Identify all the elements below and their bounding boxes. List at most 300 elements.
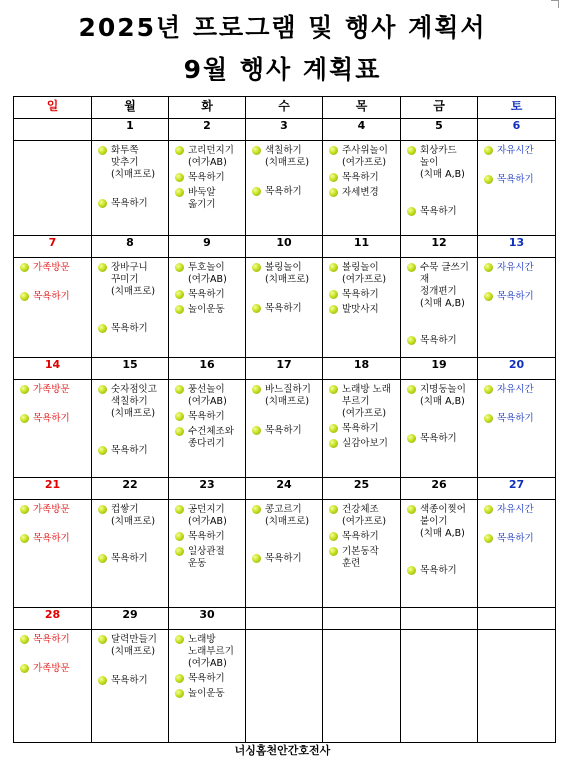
page-corner-mark [551, 0, 559, 8]
event-text: 투호놀이 (여가AB) [188, 262, 227, 285]
event-text: 목욕하기 [420, 335, 457, 346]
spacer [484, 399, 553, 413]
day-cell [323, 500, 401, 608]
event-item [98, 634, 166, 658]
day-cell [92, 141, 169, 236]
green-bullet-icon [98, 263, 107, 272]
event-item [175, 289, 243, 301]
day-cell [92, 500, 169, 608]
events-row [14, 258, 556, 358]
event-text: 가족방문 [33, 663, 70, 674]
day-cell [14, 500, 92, 608]
day-cell [478, 258, 556, 358]
green-bullet-icon [175, 290, 184, 299]
event-text: 목욕하기 [497, 174, 534, 185]
green-bullet-icon [407, 146, 416, 155]
weekday-header-5: 금 [401, 97, 478, 119]
event-item [20, 533, 89, 545]
events-row [14, 500, 556, 608]
event-item [98, 323, 166, 335]
event-item [252, 504, 320, 528]
date-number: 20 [478, 358, 556, 380]
day-cell [323, 380, 401, 478]
event-text: 자유시간 [497, 384, 534, 395]
event-text: 목욕하기 [33, 291, 70, 302]
event-item [407, 145, 475, 181]
green-bullet-icon [175, 635, 184, 644]
event-text: 노래방 노래부르기 (여가AB) [188, 634, 234, 669]
event-text: 목욕하기 [33, 533, 70, 544]
day-cell [92, 380, 169, 478]
spacer [407, 184, 475, 206]
event-text: 회상카드 놀이 (치매 A,B) [420, 145, 465, 180]
event-text: 목욕하기 [188, 673, 225, 684]
event-text: 목욕하기 [342, 531, 379, 542]
event-item [175, 673, 243, 685]
event-text: 목욕하기 [420, 206, 457, 217]
green-bullet-icon [98, 446, 107, 455]
date-number: 17 [246, 358, 323, 380]
event-item [329, 384, 398, 420]
green-bullet-icon [175, 173, 184, 182]
green-bullet-icon [329, 424, 338, 433]
green-bullet-icon [175, 385, 184, 394]
green-bullet-icon [252, 187, 261, 196]
green-bullet-icon [484, 263, 493, 272]
document-subtitle: 9월 행사 계획표 [183, 55, 382, 84]
event-text: 건강체조 (여가프로) [342, 504, 387, 527]
events-row [14, 630, 556, 743]
event-item [175, 688, 243, 700]
event-text: 목욕하기 [33, 413, 70, 424]
event-text: 목욕하기 [342, 289, 379, 300]
event-text: 바느질하기 (치매프로) [265, 384, 311, 407]
day-cell [323, 258, 401, 358]
spacer [252, 289, 320, 303]
event-text: 수묵 글쓰기 재 정개편기 (치매 A,B) [420, 262, 469, 309]
day-cell [478, 380, 556, 478]
spacer [20, 519, 89, 533]
green-bullet-icon [175, 146, 184, 155]
weekday-header-1: 월 [92, 97, 169, 119]
event-text: 자유시간 [497, 145, 534, 156]
event-text: 공던지기 (여가AB) [188, 504, 227, 527]
event-item [329, 172, 398, 184]
date-number: 29 [92, 608, 169, 630]
weekday-header-3: 수 [246, 97, 323, 119]
event-item [98, 198, 166, 210]
event-text: 목욕하기 [420, 433, 457, 444]
date-row [14, 478, 556, 500]
date-number: 14 [14, 358, 92, 380]
spacer [20, 649, 89, 663]
spacer [484, 277, 553, 291]
green-bullet-icon [329, 547, 338, 556]
event-text: 목욕하기 [265, 425, 302, 436]
green-bullet-icon [484, 292, 493, 301]
day-cell [14, 258, 92, 358]
green-bullet-icon [252, 146, 261, 155]
date-number [14, 119, 92, 141]
green-bullet-icon [329, 146, 338, 155]
green-bullet-icon [175, 532, 184, 541]
event-text: 목욕하기 [420, 565, 457, 576]
date-number: 7 [14, 236, 92, 258]
spacer [407, 543, 475, 565]
green-bullet-icon [329, 439, 338, 448]
date-number: 6 [478, 119, 556, 141]
event-text: 목욕하기 [342, 423, 379, 434]
event-text: 목욕하기 [111, 553, 148, 564]
event-text: 목욕하기 [188, 531, 225, 542]
green-bullet-icon [329, 385, 338, 394]
event-text: 색칠하기 (치매프로) [265, 145, 310, 168]
green-bullet-icon [175, 263, 184, 272]
event-text: 자유시간 [497, 504, 534, 515]
event-text: 목욕하기 [188, 289, 225, 300]
event-item [407, 206, 475, 218]
event-text: 놀이운동 [188, 688, 225, 699]
event-item [329, 304, 398, 316]
spacer [20, 399, 89, 413]
event-text: 가족방문 [33, 504, 70, 515]
calendar-table [13, 96, 556, 743]
date-number: 13 [478, 236, 556, 258]
spacer [407, 411, 475, 433]
green-bullet-icon [20, 664, 29, 673]
green-bullet-icon [407, 385, 416, 394]
event-text: 자유시간 [497, 262, 534, 273]
green-bullet-icon [20, 635, 29, 644]
event-text: 콩고르기 (치매프로) [265, 504, 310, 527]
green-bullet-icon [175, 412, 184, 421]
date-row [14, 236, 556, 258]
event-item [175, 384, 243, 408]
date-number: 11 [323, 236, 401, 258]
green-bullet-icon [252, 426, 261, 435]
event-text: 주사위놀이 (여가프로) [342, 145, 388, 168]
day-cell [246, 258, 323, 358]
event-item [98, 675, 166, 687]
event-text: 가족방문 [33, 262, 70, 273]
day-cell [169, 258, 246, 358]
event-item [98, 553, 166, 565]
event-item [484, 262, 553, 274]
spacer [98, 301, 166, 323]
event-text: 장바구니 꾸미기 (치매프로) [111, 262, 156, 297]
date-number: 9 [169, 236, 246, 258]
event-item [484, 533, 553, 545]
weekday-header-0: 일 [14, 97, 92, 119]
green-bullet-icon [20, 505, 29, 514]
event-item [175, 172, 243, 184]
event-item [329, 289, 398, 301]
green-bullet-icon [20, 292, 29, 301]
event-text: 볼링놀이 (치매프로) [265, 262, 310, 285]
date-number: 15 [92, 358, 169, 380]
event-text: 목욕하기 [497, 291, 534, 302]
green-bullet-icon [252, 263, 261, 272]
event-item [98, 504, 166, 528]
green-bullet-icon [484, 146, 493, 155]
green-bullet-icon [484, 385, 493, 394]
green-bullet-icon [20, 263, 29, 272]
green-bullet-icon [252, 554, 261, 563]
green-bullet-icon [329, 290, 338, 299]
event-item [175, 426, 243, 450]
event-text: 풍선놀이 (여가AB) [188, 384, 227, 407]
event-item [98, 145, 166, 181]
green-bullet-icon [175, 427, 184, 436]
day-cell [92, 258, 169, 358]
date-number: 8 [92, 236, 169, 258]
green-bullet-icon [98, 385, 107, 394]
event-item [175, 145, 243, 169]
green-bullet-icon [484, 414, 493, 423]
date-number: 30 [169, 608, 246, 630]
green-bullet-icon [252, 385, 261, 394]
event-item [252, 145, 320, 169]
day-cell [169, 141, 246, 236]
event-item [407, 504, 475, 540]
green-bullet-icon [175, 689, 184, 698]
green-bullet-icon [329, 188, 338, 197]
green-bullet-icon [175, 188, 184, 197]
event-item [175, 411, 243, 423]
event-item [329, 262, 398, 286]
event-item [175, 304, 243, 316]
event-text: 목욕하기 [111, 323, 148, 334]
date-number: 3 [246, 119, 323, 141]
event-text: 바둑알 옮기기 [188, 187, 216, 210]
spacer [98, 661, 166, 675]
event-text: 목욕하기 [33, 634, 70, 645]
day-cell [92, 630, 169, 743]
green-bullet-icon [329, 505, 338, 514]
event-item [175, 504, 243, 528]
event-text: 목욕하기 [265, 186, 302, 197]
footer-organization: 너싱홈천안간호전사 [234, 744, 331, 757]
weekday-header-6: 토 [478, 97, 556, 119]
green-bullet-icon [329, 532, 338, 541]
day-cell [401, 380, 478, 478]
day-cell [246, 630, 323, 743]
event-item [407, 565, 475, 577]
day-cell [401, 630, 478, 743]
green-bullet-icon [98, 505, 107, 514]
event-item [252, 425, 320, 437]
date-number: 25 [323, 478, 401, 500]
event-item [252, 186, 320, 198]
event-text: 목욕하기 [265, 303, 302, 314]
event-item [484, 291, 553, 303]
date-number: 5 [401, 119, 478, 141]
event-text: 목욕하기 [497, 533, 534, 544]
spacer [98, 184, 166, 198]
date-row [14, 358, 556, 380]
green-bullet-icon [175, 674, 184, 683]
event-item [20, 413, 89, 425]
green-bullet-icon [20, 534, 29, 543]
event-item [252, 303, 320, 315]
event-text: 목욕하기 [265, 553, 302, 564]
event-item [484, 504, 553, 516]
day-cell [14, 630, 92, 743]
event-item [407, 433, 475, 445]
green-bullet-icon [407, 566, 416, 575]
date-number: 19 [401, 358, 478, 380]
green-bullet-icon [98, 635, 107, 644]
green-bullet-icon [175, 547, 184, 556]
green-bullet-icon [98, 676, 107, 685]
date-number: 12 [401, 236, 478, 258]
event-text: 지명동놀이 (치매 A,B) [420, 384, 466, 407]
green-bullet-icon [98, 146, 107, 155]
green-bullet-icon [407, 336, 416, 345]
event-text: 가족방문 [33, 384, 70, 395]
green-bullet-icon [98, 324, 107, 333]
date-number: 1 [92, 119, 169, 141]
day-cell [478, 141, 556, 236]
day-cell [478, 630, 556, 743]
event-item [329, 187, 398, 199]
event-item [98, 384, 166, 420]
green-bullet-icon [407, 434, 416, 443]
event-text: 색종이찢어 붙이기 (치매 A,B) [420, 504, 466, 539]
event-text: 목욕하기 [342, 172, 379, 183]
event-text: 목욕하기 [188, 411, 225, 422]
spacer [484, 519, 553, 533]
event-item [484, 384, 553, 396]
spacer [20, 277, 89, 291]
event-text: 숫자점잇고 색칠하기 (치매프로) [111, 384, 157, 419]
spacer [98, 531, 166, 553]
event-item [329, 438, 398, 450]
event-text: 자세변경 [342, 187, 379, 198]
event-item [329, 145, 398, 169]
green-bullet-icon [407, 505, 416, 514]
event-text: 수건체조와 종다리기 [188, 426, 234, 449]
events-row [14, 141, 556, 236]
date-number: 27 [478, 478, 556, 500]
event-item [329, 531, 398, 543]
spacer [484, 160, 553, 174]
events-row [14, 380, 556, 478]
event-text: 기본동작 훈련 [342, 546, 379, 569]
day-cell [478, 500, 556, 608]
date-number [323, 608, 401, 630]
event-item [329, 546, 398, 570]
event-item [20, 634, 89, 646]
document-title: 2025년 프로그램 및 행사 계획서 [78, 13, 487, 42]
date-number [478, 608, 556, 630]
event-item [252, 553, 320, 565]
event-text: 달력만들기 (치매프로) [111, 634, 157, 657]
event-text: 화투쪽 맞추기 (치매프로) [111, 145, 156, 180]
event-item [175, 531, 243, 543]
date-number: 18 [323, 358, 401, 380]
event-text: 목욕하기 [111, 445, 148, 456]
event-text: 컵쌓기 (치매프로) [111, 504, 156, 527]
event-item [329, 423, 398, 435]
event-text: 발맛사지 [342, 304, 379, 315]
event-item [252, 384, 320, 408]
event-item [20, 291, 89, 303]
green-bullet-icon [252, 505, 261, 514]
date-number: 10 [246, 236, 323, 258]
day-cell [246, 141, 323, 236]
weekday-header-row [14, 97, 556, 119]
spacer [407, 313, 475, 335]
date-number: 28 [14, 608, 92, 630]
green-bullet-icon [175, 305, 184, 314]
event-text: 목욕하기 [111, 198, 148, 209]
green-bullet-icon [329, 305, 338, 314]
weekday-header-2: 화 [169, 97, 246, 119]
date-number: 23 [169, 478, 246, 500]
day-cell [401, 258, 478, 358]
date-number: 16 [169, 358, 246, 380]
green-bullet-icon [20, 414, 29, 423]
event-item [329, 504, 398, 528]
green-bullet-icon [98, 554, 107, 563]
date-row [14, 608, 556, 630]
green-bullet-icon [484, 175, 493, 184]
event-text: 고리던지기 (여가AB) [188, 145, 234, 168]
day-cell [169, 380, 246, 478]
event-item [252, 262, 320, 286]
green-bullet-icon [329, 173, 338, 182]
event-text: 목욕하기 [111, 675, 148, 686]
event-item [20, 663, 89, 675]
green-bullet-icon [98, 199, 107, 208]
date-row [14, 119, 556, 141]
event-item [175, 262, 243, 286]
event-text: 볼링놀이 (여가프로) [342, 262, 387, 285]
event-item [175, 634, 243, 670]
day-cell [401, 141, 478, 236]
date-number: 22 [92, 478, 169, 500]
event-text: 목욕하기 [497, 413, 534, 424]
day-cell [169, 500, 246, 608]
event-item [20, 384, 89, 396]
spacer [252, 411, 320, 425]
date-number: 4 [323, 119, 401, 141]
event-item [484, 174, 553, 186]
event-item [175, 546, 243, 570]
green-bullet-icon [329, 263, 338, 272]
day-cell [14, 141, 92, 236]
event-text: 실감아보기 [342, 438, 388, 449]
date-number: 2 [169, 119, 246, 141]
green-bullet-icon [20, 385, 29, 394]
date-number [401, 608, 478, 630]
day-cell [323, 141, 401, 236]
date-number: 26 [401, 478, 478, 500]
green-bullet-icon [252, 304, 261, 313]
day-cell [323, 630, 401, 743]
event-item [407, 335, 475, 347]
event-item [484, 145, 553, 157]
spacer [252, 531, 320, 553]
event-item [407, 262, 475, 310]
event-item [20, 262, 89, 274]
green-bullet-icon [407, 207, 416, 216]
event-text: 놀이운동 [188, 304, 225, 315]
event-text: 목욕하기 [188, 172, 225, 183]
day-cell [401, 500, 478, 608]
weekday-header-4: 목 [323, 97, 401, 119]
